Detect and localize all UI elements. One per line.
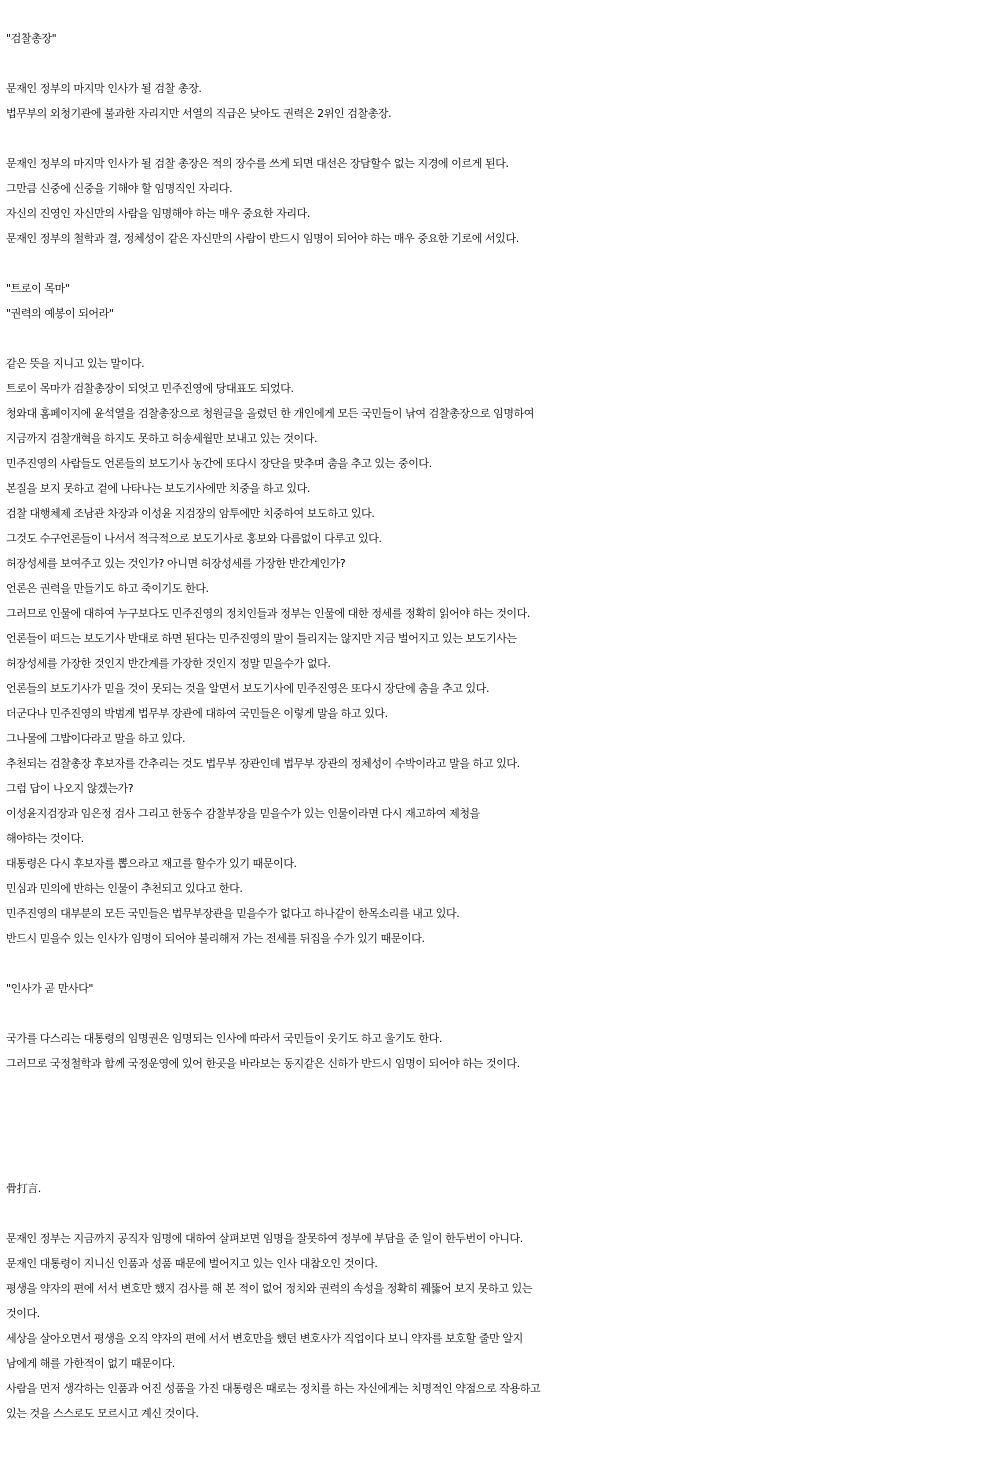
text-line: 국가를 다스리는 대통령의 임명권은 임명되는 인사에 따라서 국민들이 웃기도 하고 울기도 한다.: [6, 1032, 442, 1045]
text-line: 그나물에 그밥이다라고 말을 하고 있다.: [6, 732, 186, 745]
text-line: 문재인 정부의 철학과 결, 정체성이 같은 자신만의 사람이 반드시 임명이 되어야 하는 매우 중요한 기로에 서있다.: [6, 232, 519, 245]
text-line: 평생을 약자의 편에 서서 변호만 했지 검사를 해 본 적이 없어 정치와 권력의 속성을 정확히 꿰뚫어 보지 못하고 있는: [6, 1282, 533, 1295]
blank-line: [6, 1126, 990, 1151]
text-line: 그만큼 신중에 신중을 기해야 할 임명직인 자리다.: [6, 182, 233, 195]
text-line: 있는 것을 스스로도 모르시고 계신 것이다.: [6, 1407, 199, 1420]
text-line: 이성윤지검장과 임은정 검사 그리고 한동수 감찰부장을 믿을수가 있는 인물이라면 다시 재고하여 제청을: [6, 807, 480, 820]
text-line: 그것도 수구언론들이 나서서 적극적으로 보도기사로 홍보와 다름없이 다루고 있다.: [6, 532, 382, 545]
text-line: 반드시 믿을수 있는 인사가 임명이 되어야 불리해저 가는 전세를 뒤집을 수가 있기 때문이다.: [6, 932, 425, 945]
text-line: 본질을 보지 못하고 겉에 나타나는 보도기사에만 치중을 하고 있다.: [6, 482, 310, 495]
text-line: 남에게 해를 가한적이 없기 때문이다.: [6, 1357, 175, 1370]
blank-line: [6, 1151, 990, 1176]
blank-line: [6, 1076, 990, 1101]
text-line: 대통령은 다시 후보자를 뽑으라고 재고를 할수가 있기 때문이다.: [6, 857, 297, 870]
blank-line: [6, 1001, 990, 1026]
text-line: "인사가 곧 만사다": [6, 982, 94, 995]
text-line: 추천되는 검찰총장 후보자를 간추리는 것도 법무부 장관인데 법무부 장관의 정체성이 수박이라고 말을 하고 있다.: [6, 757, 520, 770]
blank-line: [6, 251, 990, 276]
blank-line: [6, 1201, 990, 1226]
text-line: 그러므로 국정철학과 함께 국정운영에 있어 한곳을 바라보는 동지같은 신하가 반드시 임명이 되어야 하는 것이다.: [6, 1057, 520, 1070]
text-line: 해야하는 것이다.: [6, 832, 84, 845]
text-line: 문재인 정부의 마지막 인사가 될 검찰 총장.: [6, 82, 202, 95]
document-body: [6, 26, 990, 1426]
text-line: 같은 뜻을 지니고 있는 말이다.: [6, 357, 145, 370]
text-line: 骨打言.: [6, 1182, 41, 1195]
text-line: 문재인 대통령이 지니신 인품과 성품 때문에 벌어지고 있는 인사 대참오인 것이다.: [6, 1257, 378, 1270]
text-line: 민주진영의 사람들도 언론들의 보도기사 농간에 또다시 장단을 맞추며 춤을 추고 있는 중이다.: [6, 457, 432, 470]
text-line: 그럼 답이 나오지 않겠는가?: [6, 782, 134, 795]
text-line: 청와대 홈페이지에 윤석열을 검찰총장으로 청원글을 올렸던 한 개인에게 모든 국민들이 낚여 검찰총장으로 임명하여: [6, 407, 535, 420]
text-line: 언론들의 보도기사가 믿을 것이 못되는 것을 알면서 보도기사에 민주진영은 또다시 장단에 춤을 추고 있다.: [6, 682, 490, 695]
text-line: 허장성세를 가장한 것인지 반간계를 가장한 것인지 정말 믿을수가 없다.: [6, 657, 331, 670]
text-line: 문재인 정부의 마지막 인사가 될 검찰 총장은 적의 장수를 쓰게 되면 대선은 장담할수 없는 지경에 이르게 된다.: [6, 157, 509, 170]
blank-line: [6, 1101, 990, 1126]
text-line: 세상을 살아오면서 평생을 오직 약자의 편에 서서 변호만을 했던 변호사가 직업이다 보니 약자를 보호할 줄만 알지: [6, 1332, 523, 1345]
text-line: 법무부의 외청기관에 불과한 자리지만 서열의 직급은 낮아도 권력은 2위인 검찰총장.: [6, 107, 392, 120]
text-line: 허장성세를 보여주고 있는 것인가? 아니면 허장성세를 가장한 반간계인가?: [6, 557, 346, 570]
blank-line: [6, 326, 990, 351]
text-line: 트로이 목마가 검찰총장이 되엇고 민주진영에 당대표도 되었다.: [6, 382, 294, 395]
text-line: "권력의 예봉이 되어라": [6, 307, 114, 320]
blank-line: [6, 951, 990, 976]
blank-line: [6, 51, 990, 76]
text-line: 언론들이 떠드는 보도기사 반대로 하면 된다는 민주진영의 말이 틀리지는 않지만 지금 벌어지고 있는 보도기사는: [6, 632, 517, 645]
text-line: 민주진영의 대부분의 모든 국민들은 법무부장관을 믿을수가 없다고 하나같이 한목소리를 내고 있다.: [6, 907, 460, 920]
text-line: 것이다.: [6, 1307, 40, 1320]
text-line: 자신의 진영인 자신만의 사람을 임명해야 하는 매우 중요한 자리다.: [6, 207, 310, 220]
text-line: 검찰 대행체제 조남관 차장과 이성윤 지검장의 암투에만 치중하여 보도하고 있다.: [6, 507, 375, 520]
text-line: 사람을 먼저 생각하는 인품과 어진 성품을 가진 대통령은 때로는 정치를 하는 자신에게는 치명적인 약점으로 작용하고: [6, 1382, 541, 1395]
text-line: "트로이 목마": [6, 282, 70, 295]
text-line: "검찰총장": [6, 32, 57, 45]
text-line: 문재인 정부는 지금까지 공직자 임명에 대하여 살펴보면 임명을 잘못하여 정부에 부담을 준 일이 한두번이 아니다.: [6, 1232, 523, 1245]
text-line: 언론은 권력을 만들기도 하고 죽이기도 한다.: [6, 582, 209, 595]
text-line: 그러므로 인물에 대하여 누구보다도 민주진영의 정치인들과 정부는 인물에 대한 정세를 정확히 읽어야 하는 것이다.: [6, 607, 530, 620]
text-line: 지금까지 검찰개혁을 하지도 못하고 허송세월만 보내고 있는 것이다.: [6, 432, 318, 445]
text-line: 더군다나 민주진영의 박범계 법무부 장관에 대하여 국민들은 이렇게 말을 하고 있다.: [6, 707, 388, 720]
text-line: 민심과 민의에 반하는 인물이 추천되고 있다고 한다.: [6, 882, 243, 895]
blank-line: [6, 126, 990, 151]
